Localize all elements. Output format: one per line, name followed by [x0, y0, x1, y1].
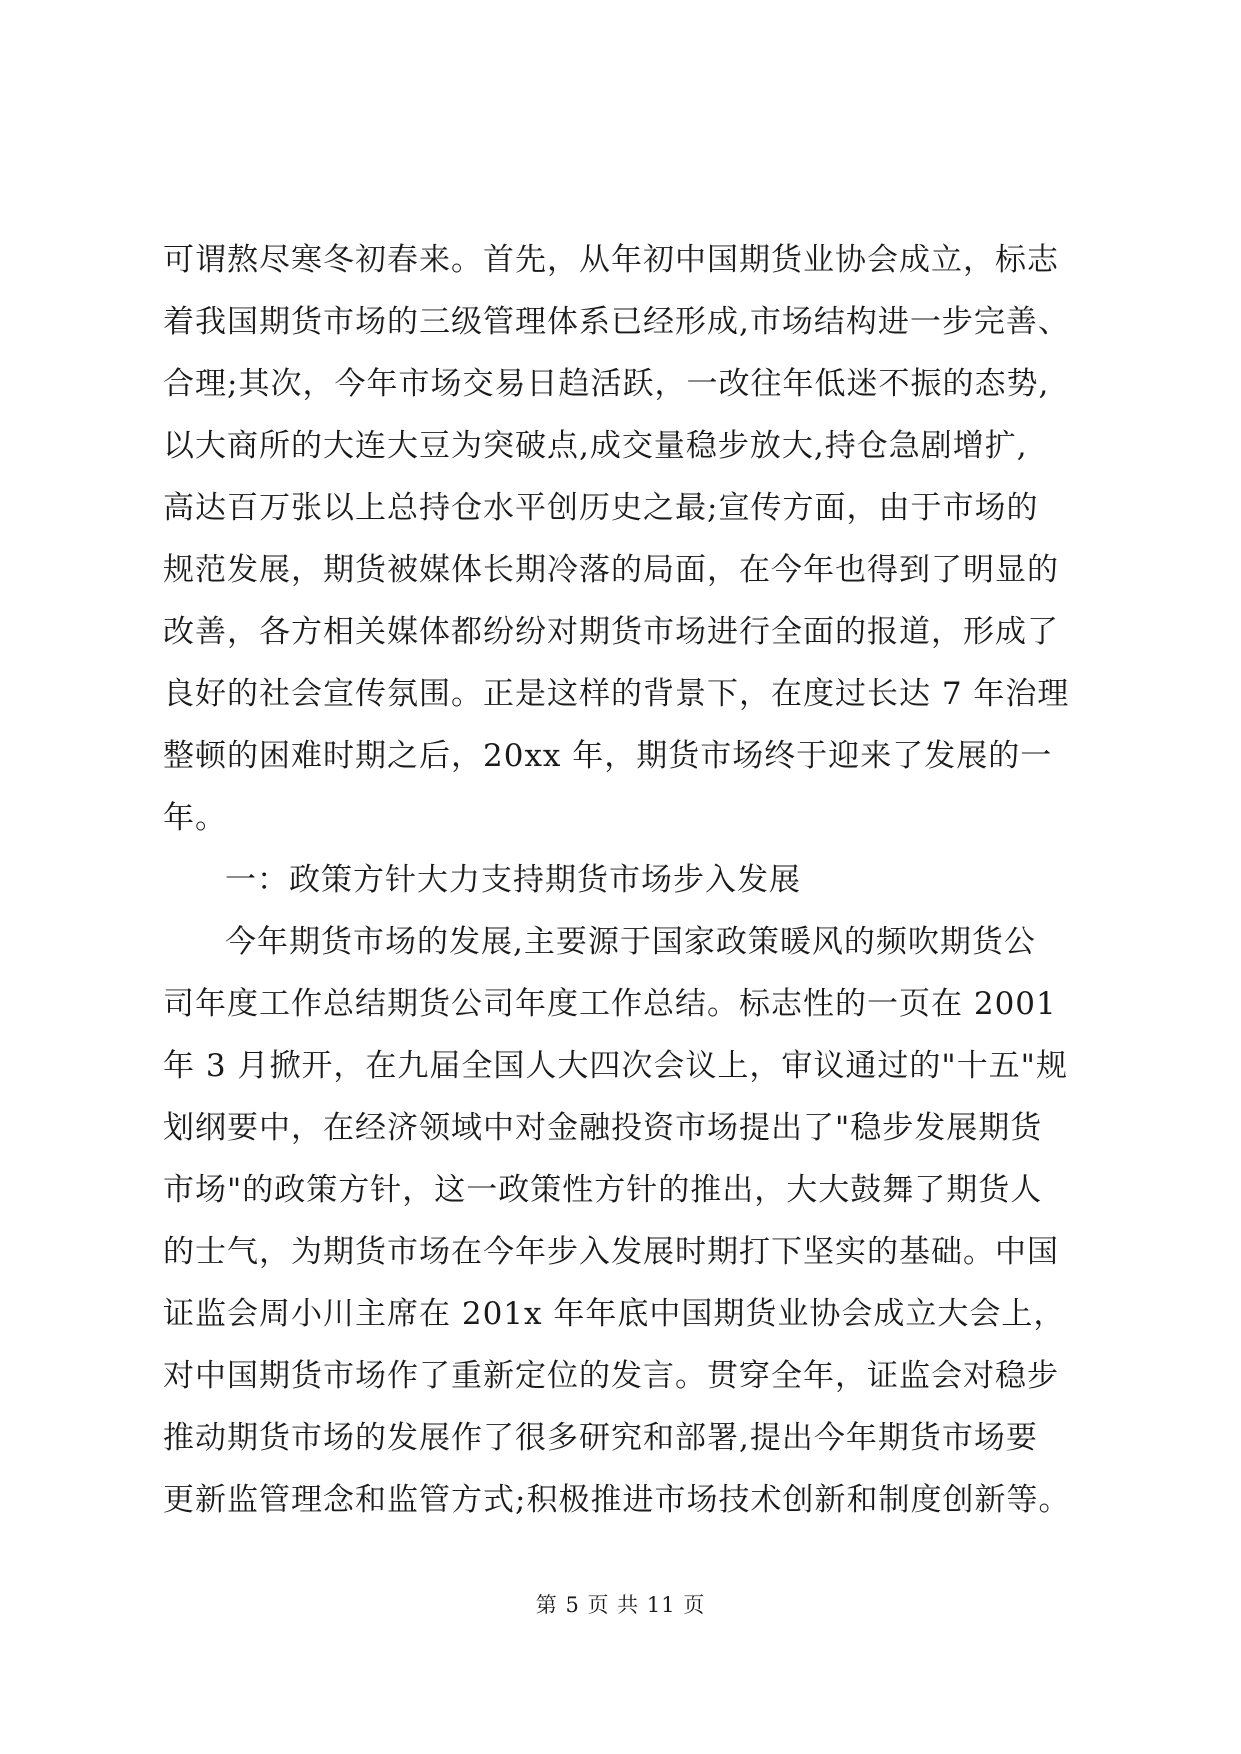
text-line: 推动期货市场的发展作了很多研究和部署,提出今年期货市场要 — [163, 1420, 1038, 1456]
text-line: 对中国期货市场作了重新定位的发言。贯穿全年，证监会对稳步 — [163, 1358, 1059, 1394]
text-line: 规范发展，期货被媒体长期冷落的局面，在今年也得到了明显的 — [163, 552, 1059, 588]
text-line: 年。 — [163, 800, 227, 836]
text-line: 今年期货市场的发展,主要源于国家政策暖风的频吹期货公 — [225, 924, 1036, 960]
text-line: 市场"的政策方针，这一政策性方针的推出，大大鼓舞了期货人 — [163, 1172, 1043, 1208]
text-line: 年 3 月掀开，在九届全国人大四次会议上，审议通过的"十五"规 — [163, 1048, 1068, 1084]
text-line: 良好的社会宣传氛围。正是这样的背景下，在度过长达 7 年治理 — [163, 676, 1070, 712]
text-line: 证监会周小川主席在 201x 年年底中国期货业协会成立大会上， — [163, 1296, 1066, 1332]
page-footer — [0, 1590, 1241, 1620]
text-line: 的士气，为期货市场在今年步入发展时期打下坚实的基础。中国 — [163, 1234, 1059, 1270]
text-line: 合理;其次，今年市场交易日趋活跃，一改往年低迷不振的态势, — [163, 366, 1050, 402]
text-line: 司年度工作总结期货公司年度工作总结。标志性的一页在 2001 — [163, 986, 1057, 1022]
text-line: 以大商所的大连大豆为突破点,成交量稳步放大,持仓急剧增扩, — [163, 428, 1028, 464]
text-line: 划纲要中，在经济领域中对金融投资市场提出了"稳步发展期货 — [163, 1110, 1043, 1146]
body-text — [163, 229, 1083, 1531]
text-line: 更新监管理念和监管方式;积极推进市场技术创新和制度创新等。 — [163, 1482, 1071, 1518]
text-line: 整顿的困难时期之后，20xx 年，期货市场终于迎来了发展的一 — [163, 738, 1053, 774]
text-line: 着我国期货市场的三级管理体系已经形成,市场结构进一步完善、 — [163, 304, 1070, 340]
text-line: 改善，各方相关媒体都纷纷对期货市场进行全面的报道，形成了 — [163, 614, 1059, 650]
text-line: 高达百万张以上总持仓水平创历史之最;宣传方面，由于市场的 — [163, 490, 1039, 526]
section-heading: 一：政策方针大力支持期货市场步入发展 — [225, 862, 801, 898]
page-number: 第 5 页 共 11 页 — [535, 1593, 706, 1617]
text-line: 可谓熬尽寒冬初春来。首先，从年初中国期货业协会成立，标志 — [163, 242, 1059, 278]
